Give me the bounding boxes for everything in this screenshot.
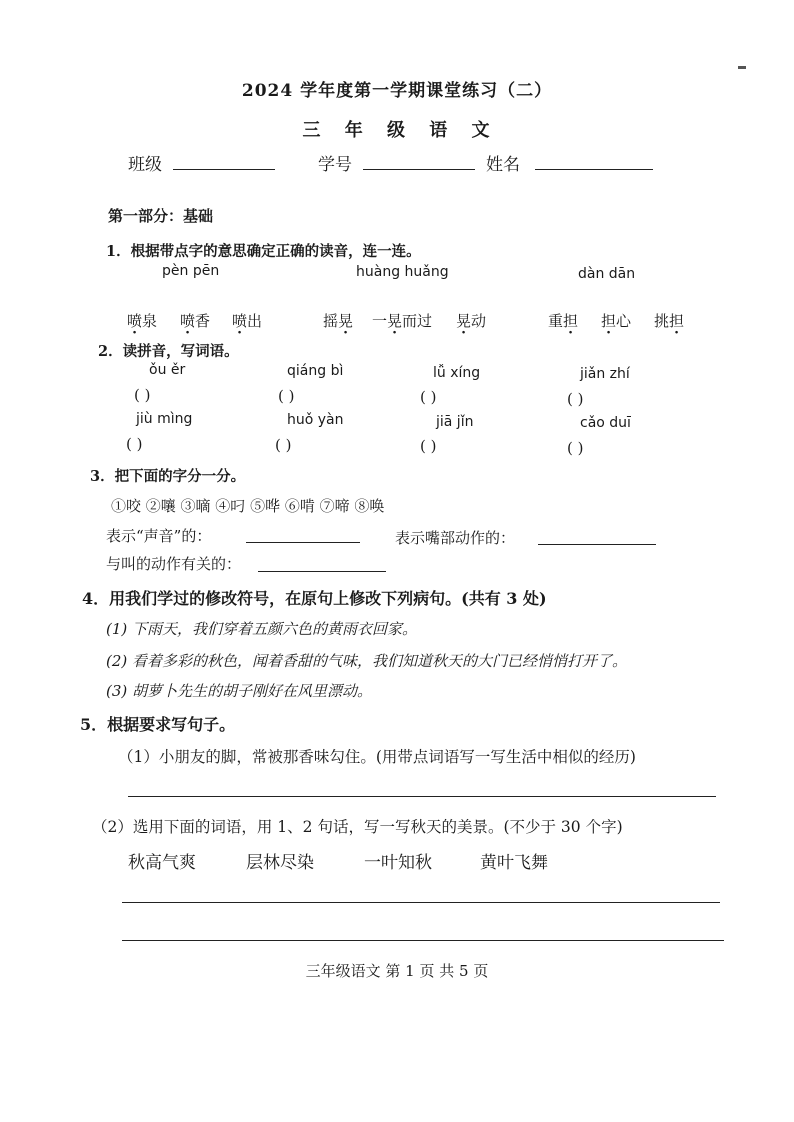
q3-sound-answer-line[interactable] bbox=[246, 542, 360, 543]
page-title: 2024 学年度第一学期课堂练习（二） bbox=[241, 81, 553, 101]
q1-pinyin-3: dàn dān bbox=[578, 266, 636, 282]
q3-call-answer-line[interactable] bbox=[258, 571, 386, 572]
q3-chars: ①咬 ②嚷 ③嘀 ④叼 ⑤哗 ⑥啃 ⑦啼 ⑧唤 bbox=[111, 497, 385, 515]
student-no-input-line[interactable] bbox=[363, 153, 475, 170]
q1-pinyin-2: huàng huǎng bbox=[356, 264, 449, 280]
q5-answer-line-1[interactable] bbox=[128, 796, 716, 797]
q2-pinyin: jiǎn zhí bbox=[580, 366, 630, 382]
q2-pinyin: jiù mìng bbox=[136, 411, 193, 427]
q1-word[interactable]: 担心 bbox=[601, 312, 632, 330]
q5-answer-line-3[interactable] bbox=[122, 940, 724, 941]
q4-title: 4．用我们学过的修改符号，在原句上修改下列病句。(共有 3 处) bbox=[82, 589, 547, 608]
q3-sound-label: 表示“声音”的： bbox=[106, 527, 212, 545]
q1-word[interactable]: 一晃而过 bbox=[372, 312, 433, 330]
student-no-field bbox=[318, 150, 475, 175]
q2-pinyin: cǎo duī bbox=[580, 415, 631, 431]
q1-title: 1．根据带点字的意思确定正确的读音，连一连。 bbox=[106, 243, 421, 260]
student-no-label: 学号 bbox=[318, 155, 352, 175]
q5-word: 秋高气爽 bbox=[128, 853, 196, 873]
q2-pinyin: ǒu ěr bbox=[149, 362, 186, 378]
q4-sentence[interactable]: (2) 看着多彩的秋色，闻着香甜的气味，我们知道秋天的大门已经悄悄打开了。 bbox=[106, 652, 628, 670]
part1-title: 第一部分：基础 bbox=[108, 207, 214, 225]
q1-word[interactable]: 重担 bbox=[548, 312, 579, 330]
q2-answer-box[interactable]: ( ) bbox=[126, 435, 143, 453]
name-label: 姓名 bbox=[486, 155, 520, 175]
class-field bbox=[128, 150, 275, 175]
page-subtitle: 三 年 级 语 文 bbox=[302, 120, 492, 141]
q5-answer-line-2[interactable] bbox=[122, 902, 720, 903]
q3-mouth-answer-line[interactable] bbox=[538, 544, 656, 545]
page-footer: 三年级语文 第 1 页 共 5 页 bbox=[305, 962, 489, 980]
q5-sentence-1: （1）小朋友的脚，常被那香味勾住。(用带点词语写一写生活中相似的经历) bbox=[118, 748, 636, 766]
q1-word[interactable]: 晃动 bbox=[456, 312, 487, 330]
q1-word[interactable]: 喷泉 bbox=[127, 312, 158, 330]
q1-pinyin-1: pèn pēn bbox=[162, 263, 220, 279]
name-input-line[interactable] bbox=[535, 153, 653, 170]
q1-word[interactable]: 喷出 bbox=[232, 312, 263, 330]
q1-word[interactable]: 喷香 bbox=[180, 312, 211, 330]
q2-pinyin: lǚ xíng bbox=[433, 365, 481, 381]
class-label: 班级 bbox=[128, 155, 162, 175]
q5-word: 黄叶飞舞 bbox=[480, 853, 548, 873]
q2-answer-box[interactable]: ( ) bbox=[567, 439, 584, 457]
q2-answer-box[interactable]: ( ) bbox=[420, 437, 437, 455]
q5-title: 5．根据要求写句子。 bbox=[80, 715, 236, 734]
q2-answer-box[interactable]: ( ) bbox=[420, 388, 437, 406]
q2-answer-box[interactable]: ( ) bbox=[134, 386, 151, 404]
q5-word: 层林尽染 bbox=[246, 853, 314, 873]
q2-title: 2．读拼音，写词语。 bbox=[98, 343, 239, 360]
q2-answer-box[interactable]: ( ) bbox=[275, 436, 292, 454]
q2-answer-box[interactable]: ( ) bbox=[278, 387, 295, 405]
scan-mark bbox=[738, 66, 746, 69]
q3-title: 3．把下面的字分一分。 bbox=[90, 468, 246, 485]
q2-pinyin: jiā jǐn bbox=[436, 414, 474, 430]
q2-answer-box[interactable]: ( ) bbox=[567, 390, 584, 408]
q1-word[interactable]: 挑担 bbox=[654, 312, 685, 330]
q5-word: 一叶知秋 bbox=[364, 853, 432, 873]
q2-pinyin: huǒ yàn bbox=[287, 412, 344, 428]
class-input-line[interactable] bbox=[173, 153, 275, 170]
q3-mouth-label: 表示嘴部动作的： bbox=[395, 529, 516, 547]
q2-pinyin: qiáng bì bbox=[287, 363, 344, 379]
name-field bbox=[486, 150, 653, 175]
q1-word[interactable]: 摇晃 bbox=[323, 312, 354, 330]
q4-sentence[interactable]: (1) 下雨天，我们穿着五颜六色的黄雨衣回家。 bbox=[106, 620, 418, 638]
q4-sentence[interactable]: (3) 胡萝卜先生的胡子刚好在风里漂动。 bbox=[106, 682, 373, 700]
q5-sentence-2: （2）选用下面的词语，用 1、2 句话，写一写秋天的美景。(不少于 30 个字) bbox=[92, 818, 623, 836]
q3-call-label: 与叫的动作有关的： bbox=[106, 555, 242, 573]
